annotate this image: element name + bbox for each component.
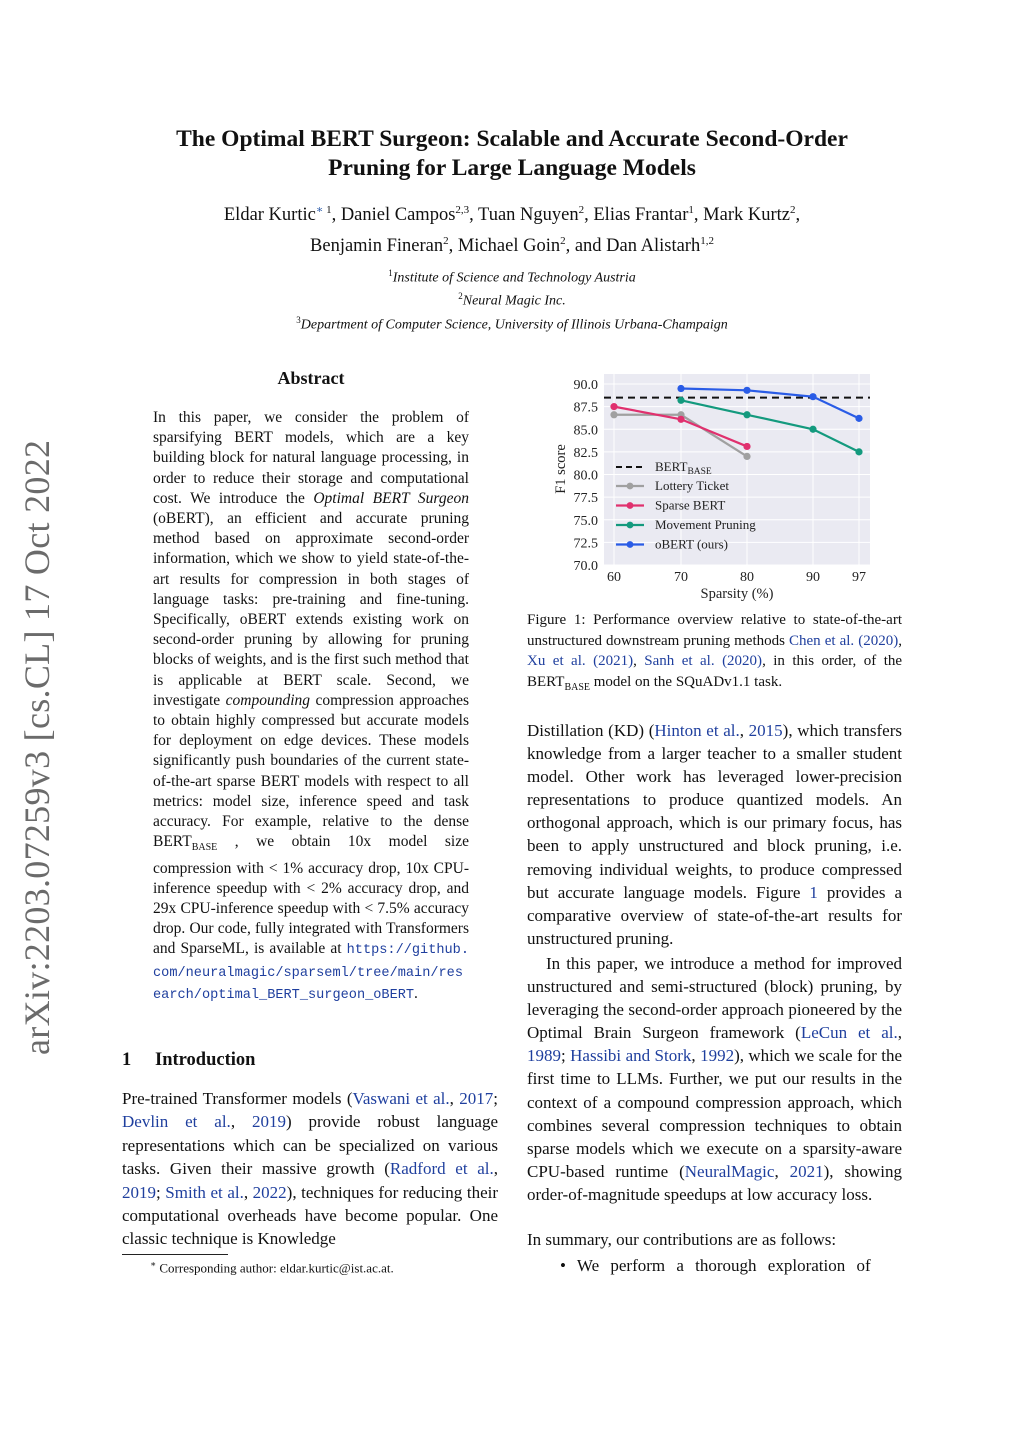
legend-label: Sparse BERT <box>655 497 726 513</box>
legend-marker <box>627 522 634 529</box>
y-tick-label: 85.0 <box>573 423 598 439</box>
affiliation-text: Institute of Science and Technology Austria <box>392 270 636 286</box>
author-affil-sup: 2 <box>560 235 566 248</box>
author-name: , Elias Frantar <box>584 205 689 226</box>
abstract-text: compression approaches to obtain highly compressed but accurate models for deployment on edge devices. These models significantly push boundaries of the current state-of-the-art sparse BERT models with respect to all metrics: model size, inference speed and task accuracy. For example, relative to the dense BERT <box>153 691 470 851</box>
author-affil-sup: 2 <box>443 235 449 248</box>
abstract-text: In this paper, we consider the problem of sparsifying BERT models, which are a key building block for natural language processing, in order to reduce their storage and computational cost. We introduce the <box>153 409 469 507</box>
citation-link[interactable]: NeuralMagic <box>684 1161 775 1181</box>
body-text: Distillation (KD) ( <box>527 721 655 740</box>
affiliation-sup: 1 <box>388 268 393 278</box>
data-point <box>743 411 750 418</box>
author-name: , Tuan Nguyen <box>469 205 579 226</box>
y-tick-labels <box>574 378 599 574</box>
citation-link[interactable]: Devlin et al. <box>122 1112 231 1132</box>
citation-link[interactable]: 2015 <box>748 721 783 740</box>
body-text: Pre-trained Transformer models ( <box>122 1089 353 1108</box>
y-tick-label: 72.5 <box>573 536 598 552</box>
affiliation-sup: 3 <box>296 315 301 325</box>
body-text: ; <box>561 1046 571 1066</box>
citation-link[interactable]: Xu et al. <box>527 653 586 669</box>
author-affil-sup: 1,2 <box>700 235 714 248</box>
footnote <box>150 1259 394 1276</box>
legend-label: Lottery Ticket <box>655 478 730 493</box>
caption-text: , <box>633 653 645 669</box>
arxiv-stamp: arXiv:2203.07259v3 [cs.CL] 17 Oct 2022 <box>17 439 57 1055</box>
data-point <box>610 403 617 410</box>
citation-link[interactable]: 2017 <box>459 1089 494 1108</box>
data-point <box>677 416 684 423</box>
x-axis-label: Sparsity (%) <box>700 586 774 602</box>
right-paragraph-3: In summary, our contributions are as follows: <box>527 1230 837 1249</box>
plot-background <box>604 374 870 565</box>
legend-marker <box>627 483 634 490</box>
author-sep: , <box>795 205 801 226</box>
citation-link[interactable]: (2020) <box>858 632 899 649</box>
citation-link[interactable]: LeCun et al. <box>800 1023 898 1043</box>
paper-title <box>100 125 924 183</box>
citation-link[interactable]: Radford et al. <box>389 1159 494 1179</box>
contribution-bullet-1: • We perform a thorough exploration of <box>560 1256 871 1275</box>
legend-baseline-sub: BASE <box>687 467 712 477</box>
citation-link[interactable]: Smith et al. <box>165 1182 244 1202</box>
caption-text: , in this order, of the BERT <box>527 653 903 690</box>
citation-link[interactable]: Hinton et al. <box>654 721 740 740</box>
author-affil-sup: 1 <box>323 204 332 216</box>
title-line-1: The Optimal BERT Surgeon: Scalable and Accurate Second-Order <box>176 126 848 152</box>
author-affil-sup: 1 <box>688 204 694 216</box>
figure-1-chart <box>540 368 880 606</box>
citation-link[interactable]: (2020) <box>722 653 763 669</box>
legend-label: oBERT (ours) <box>655 536 729 552</box>
author-affil-sup: 2,3 <box>455 204 470 216</box>
body-text: , <box>230 1112 252 1132</box>
author-affil-sup: 2 <box>790 204 796 216</box>
intro-paragraph <box>122 1087 498 1251</box>
data-point <box>855 448 862 455</box>
citation-link[interactable]: 2022 <box>252 1182 287 1202</box>
footnote-text: Corresponding author: eldar.kurtic@ist.ac.at. <box>156 1260 394 1276</box>
abstract-emphasis: compounding <box>225 691 311 709</box>
data-point <box>809 393 816 400</box>
author-footnote-mark[interactable]: ∗ <box>315 204 324 216</box>
affiliation-text: Department of Computer Science, University of Illinois Urbana-Champaign <box>300 317 728 333</box>
body-text: , <box>691 1046 701 1066</box>
citation-link[interactable]: Chen et al. <box>789 632 855 649</box>
body-text: , <box>493 1159 498 1179</box>
affiliation-3 <box>100 315 924 334</box>
data-point <box>677 385 684 392</box>
abstract-heading: Abstract <box>277 368 345 388</box>
y-axis-label: F1 score <box>553 444 569 494</box>
body-text: In this paper, we introduce a method for improved unstructured and semi-structured (block) pruning, by leveraging the second-order approach pioneered by the Optimal Brain Surgeon framework ( <box>527 954 902 1043</box>
footnote-rule <box>122 1254 228 1255</box>
caption-text: , <box>898 632 902 649</box>
data-point <box>809 426 816 433</box>
code-url-link[interactable]: https://github.com/neuralmagic/sparseml/tree/main/research/optimal_BERT_surgeon_oBERT <box>153 943 469 1003</box>
data-point <box>743 453 750 460</box>
y-tick-label: 87.5 <box>573 400 598 416</box>
y-tick-label: 70.0 <box>573 559 598 574</box>
footnote-mark: ∗ <box>150 1259 157 1269</box>
legend-marker <box>627 541 634 548</box>
body-text: ), techniques for reducing their computational overheads have become popular. One classic technique is Knowledge <box>122 1182 498 1249</box>
author-name: , Daniel Campos <box>331 205 456 226</box>
abstract-body <box>153 408 469 1006</box>
author-affil-sup: 2 <box>578 204 585 216</box>
body-text: ), showing order-of-magnitude speedups at low accuracy loss. <box>527 1161 902 1204</box>
data-point <box>855 415 862 422</box>
figure-1-caption <box>527 610 902 698</box>
citation-link[interactable]: 1992 <box>700 1046 735 1066</box>
legend-baseline-name: BERT <box>655 459 688 474</box>
author-name: , Michael Goin <box>448 236 561 257</box>
y-tick-label: 80.0 <box>573 468 598 484</box>
right-paragraph-1 <box>527 719 902 950</box>
citation-link[interactable]: 2019 <box>251 1112 286 1132</box>
y-tick-label: 90.0 <box>573 378 598 393</box>
body-text: , <box>243 1182 253 1202</box>
body-text: ; <box>493 1089 499 1108</box>
citation-link[interactable]: 1989 <box>527 1046 561 1066</box>
x-tick-label: 90 <box>806 570 820 585</box>
y-tick-label: 82.5 <box>573 445 598 461</box>
legend-label: Movement Pruning <box>655 517 756 532</box>
citation-link[interactable]: Sanh et al. <box>644 653 715 669</box>
author-name: Eldar Kurtic <box>223 205 316 226</box>
x-tick-labels <box>607 570 866 585</box>
citation-link[interactable]: 2021 <box>789 1161 824 1181</box>
author-list <box>100 197 924 259</box>
data-point <box>743 387 750 394</box>
author-name: , and Dan Alistarh <box>565 236 701 257</box>
caption-text: Figure 1: Performance overview relative to state-of-the-art unstructured downstream pruning methods <box>527 612 902 649</box>
x-tick-label: 70 <box>674 570 688 585</box>
x-tick-label: 97 <box>852 570 866 585</box>
abstract-text: (oBERT), an efficient and accurate pruning method based on approximate second-order information, which we show to yield state-of-the-art results for compression in both stages of language tasks: pre-training and fine-tuning. Specifically, oBERT extends existing work on second-order pruning by allowing for pruning blocks of weights, and is the first such method that is applicable at BERT scale. Second, we investigate <box>153 510 469 709</box>
section-number: 1 <box>122 1050 132 1070</box>
citation-link[interactable]: Vaswani et al. <box>352 1089 450 1108</box>
affiliation-1 <box>100 268 924 287</box>
section-title: Introduction <box>155 1050 256 1070</box>
x-tick-label: 80 <box>740 570 754 585</box>
x-tick-label: 60 <box>607 570 621 585</box>
right-paragraph-2 <box>527 952 902 1206</box>
author-name: Benjamin Fineran <box>310 236 444 257</box>
body-text: ; <box>156 1182 166 1202</box>
body-text: ), which transfers knowledge from a larger teacher to a smaller student model. Other work has leveraged lower-precision representations to produce quantized models. An orthogonal approach, which is our primary focus, has been to apply unstructured and block pruning, i.e. removing individual weights, to produce compressed but accurate language models. Figure <box>527 721 902 902</box>
body-text: provides a comparative overview of state-of-the-art results for unstructured pruning. <box>527 882 903 948</box>
caption-text: model on the SQuADv1.1 task. <box>590 673 783 690</box>
y-tick-label: 75.0 <box>573 513 598 529</box>
body-text: , <box>774 1161 790 1181</box>
affiliation-sup: 2 <box>458 291 463 301</box>
data-point <box>677 397 684 404</box>
legend-marker <box>627 502 634 509</box>
section-heading-introduction <box>122 1050 255 1071</box>
body-text: ), which we scale for the first time to LLMs. Further, we put our results in the context of a compound compression approach, which combines several compression techniques to obtain sparse models which we execute on a sparsity-aware CPU-based runtime ( <box>527 1046 902 1181</box>
abstract-text: . <box>414 984 418 1002</box>
citation-link[interactable]: (2021) <box>593 653 634 669</box>
data-point <box>743 443 750 450</box>
affiliation-2 <box>100 291 924 310</box>
figure-ref-link[interactable]: 1 <box>809 882 818 902</box>
data-point <box>610 411 617 418</box>
citation-link[interactable]: 2019 <box>122 1182 156 1202</box>
abstract-emphasis: Optimal BERT Surgeon <box>313 489 469 507</box>
body-text: , <box>897 1023 902 1043</box>
title-line-2: Pruning for Large Language Models <box>328 155 696 181</box>
citation-link[interactable]: Hassibi and Stork <box>570 1046 692 1066</box>
body-text: ) provide robust language representations which can be specialized on various tasks. Given their massive growth ( <box>122 1112 499 1179</box>
abstract-subscript: BASE <box>191 842 218 854</box>
y-tick-label: 77.5 <box>573 491 598 507</box>
body-text: , <box>739 721 749 740</box>
abstract-text: , we obtain 10x model size compression with < 1% accuracy drop, 10x CPU-inference speedup with < 2% accuracy drop, and 29x CPU-inference speedup with < 7.5% accuracy drop. Our code, fully integrated with Transformers and SparseML, is available at <box>153 833 469 958</box>
author-name: , Mark Kurtz <box>693 205 790 226</box>
body-text: , <box>449 1089 460 1108</box>
caption-subscript: BASE <box>564 681 590 693</box>
affiliation-text: Neural Magic Inc. <box>462 293 566 309</box>
